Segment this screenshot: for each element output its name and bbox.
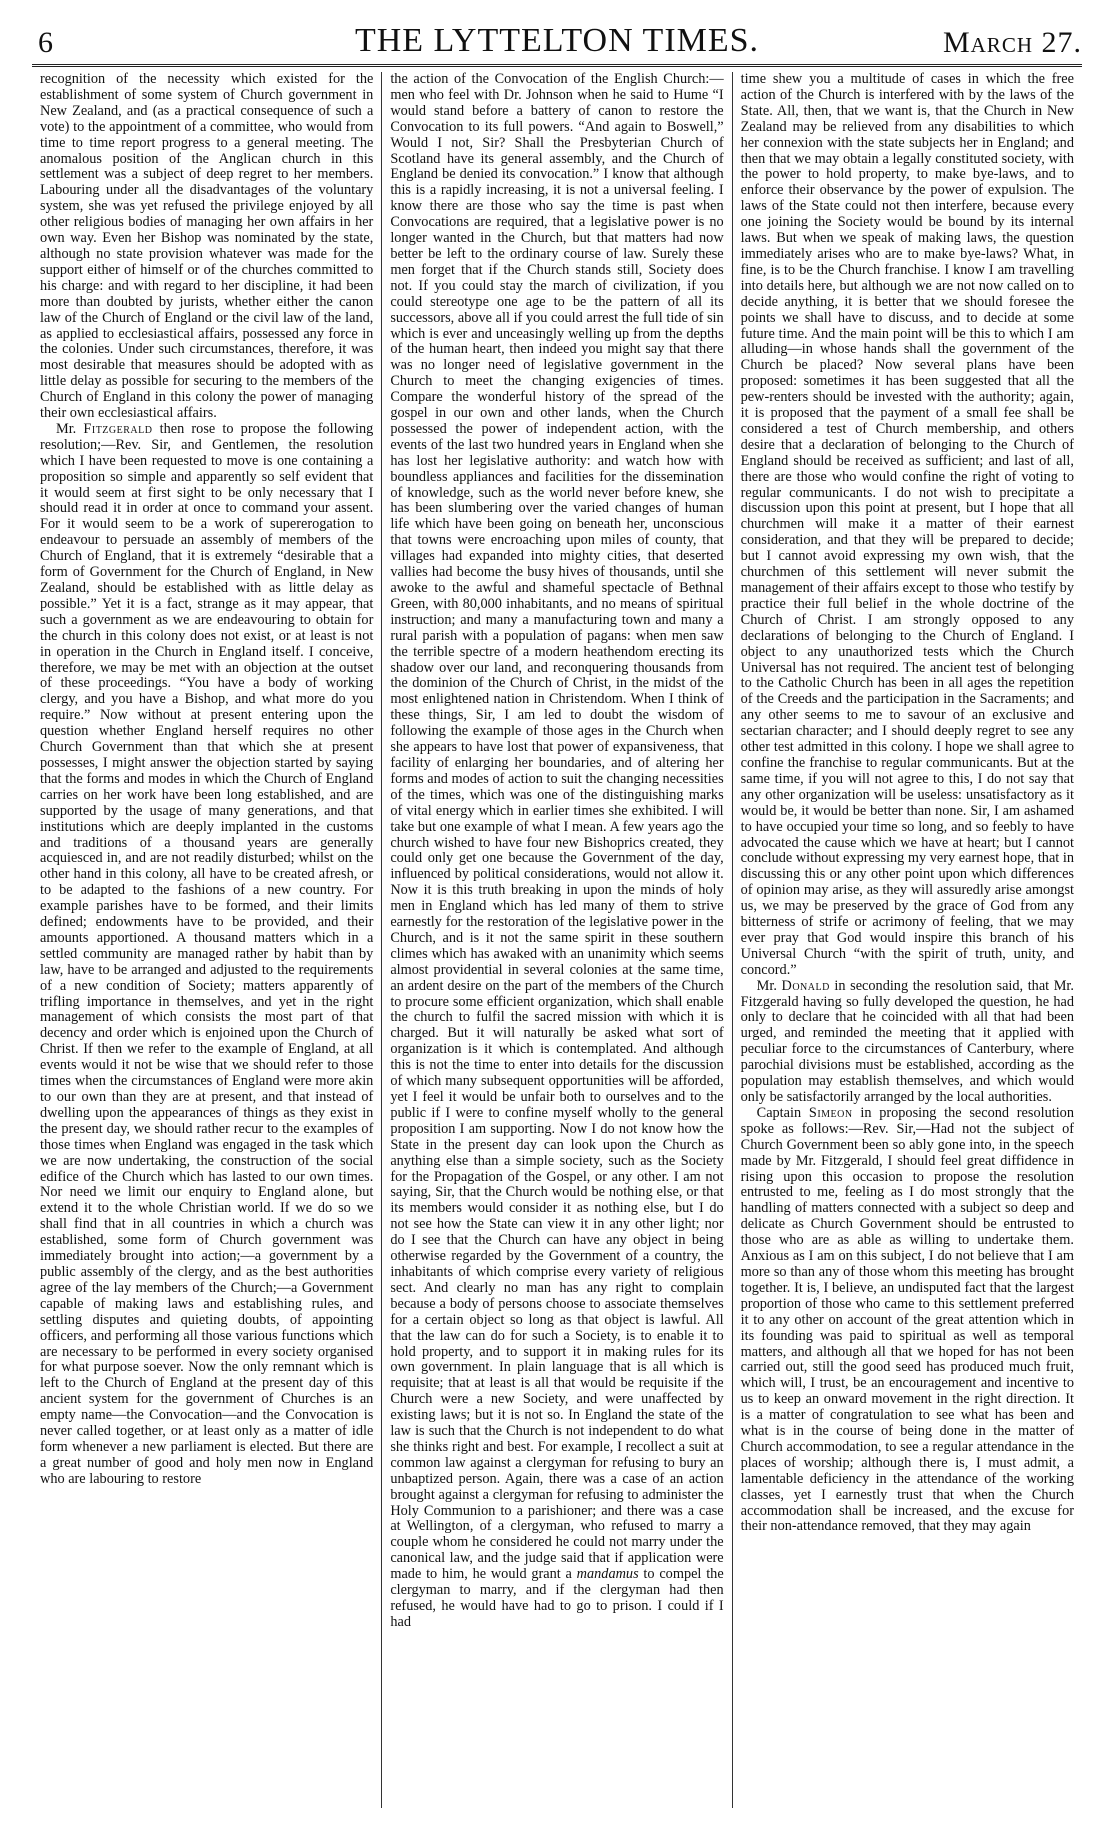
text-run: Mr. (56, 420, 84, 437)
paragraph (390, 72, 723, 1631)
text-run: recognition of the necessity which existed for the establishment of some system of Church government in New Zealand, and (as a practical consequence of such a vote) to the appointment of a committee, who would from time to time report progress to a general meeting. The anomalous position of the Anglican church in this settlement was a subject of deep regret to her members. Labouring under all the disadvantages of the voluntary system, she was yet refused the privilege enjoyed by all other religious bodies of managing her own affairs in her own way. Even her Bishop was nominated by the state, although no state provision whatever was made for the support either of himself or of the churches committed to his charge: and with regard to her discipline, it had been more than doubted by jurists, whether either the canon law of the Church of England or the civil law of the land, as applied to ecclesiastical affairs, possessed any force in the colonies. Under such circumstances, therefore, it was most desirable that measures should be adopted with as little delay as possible for securing to the members of the Church of England in this colony the power of managing their own ecclesiastical affairs. (40, 72, 374, 422)
text-run: in seconding the resolution said, that Mr. Fitzgerald having so fully developed the question, he had only to declare that he coincided with all that had been urged, and reminded the meeting that it applied with peculiar force to the circumstances of Canterbury, where parochial divisions must be established, according as the population may establish themselves, and which would only be satisfactorily arranged by the local authorities. (740, 977, 1074, 1105)
speaker-name: Simeon (808, 1104, 853, 1121)
text-run: then rose to propose the following resolution;—Rev. Sir, and Gentlemen, the resolution which I have been requested to move is one containing a proposition so simple and apparently so self evident that it would seem at first sight to be only necessary that I should read it in order at once to command your assent. For it would seem to be a work of supererogation to endeavour to persuade an assembly of members of the Church of England, that it is extremely “desirable that a form of Government for the Church of England, in New Zealand, should be established with as little delay as possible.” Yet it is a fact, strange as it may appear, that such a government as we are endeavouring to obtain for the church in this colony does not exist, or at least is not in operation in the Church in England itself. I conceive, therefore, we may be met with an objection at the outset of these proceedings. “You have a body of working clergy, and you have a Bishop, and what more do you require.” Now without at present entering upon the question whether England herself requires no other Church Government than that which she at present possesses, I might answer the objection started by saying that the forms and modes in which the Church of England carries on her work have been long established, and are supported by the usage of many generations, and that institutions which are deeply implanted in the customs and traditions of a thousand years are generally acquiesced in, and are not readily disturbed; whilst on the other hand in this colony, all have to be created afresh, or to be adapted to the fashions of a new country. For example parishes have to be formed, and their limits defined; endowments have to be provided, and their amounts apportioned. A thousand matters which in a settled community are managed rather by habit than by law, have to be arranged and adjusted to the requirements of a new condition of Society; matters apparently of trifling importance in themselves, and yet in the right management of which consists the most part of that decency and order which is enjoined upon the Church of Christ. If then we refer to the example of England, at all events would it not be wise that we should refer to those times when the circumstances of England were more akin to our own than they are at present, and that instead of dwelling upon the appearances of things as they exist in the present day, we should rather recur to the examples of those times when England was engaged in the task which we are now undertaking, the construction of the social edifice of the Church which has lasted to our own times. Nor need we limit our enquiry to England alone, but extend it to the whole Christian world. If we do so we shall find that in all countries in which a church was established, some form of Church government was immediately brought into action;—a government by a public assembly of the clergy, and as the best authorities agree of the lay members of the Church;—a Government capable of making laws and establishing rules, and settling disputes and quieting doubts, of appointing officers, and performing all those various functions which are necessary to be performed in every society organised for what purpose soever. Now the only remnant which is left to the Church of England at the present day of this ancient system for the government of Churches is an empty name—the Convocation—and the Convocation is never called together, or at least only as a matter of idle form whenever a new parliament is elected. But there are a great number of good and holy men now in England who are labouring to restore (40, 420, 374, 1487)
paragraph (40, 72, 373, 422)
column-2 (381, 72, 731, 1808)
paragraph (741, 979, 1074, 1106)
newspaper-title: THE LYTTELTON TIMES. (354, 22, 760, 59)
text-run: in proposing the second resolution spoke as follows:—Rev. Sir,—Had not the subject of Church Government been so ably gone into, in the speech made by Mr. Fitzgerald, I should feel great diffidence in rising upon this occasion to propose the resolution entrusted to me, feeling as I do most strongly that the handling of matters connected with a subject so deep and delicate as Church Government should be entrusted to those who are as able as willing to undertake them. Anxious as I am on this subject, I do not believe that I am more so than any of those whom this meeting has brought together. It is, I believe, an undisputed fact that the largest proportion of those who came to this settlement preferred it to any other on account of the great attention which in its founding was paid to spiritual as well as temporal matters, and although all that we hoped for has not been carried out, still the good seed has produced much fruit, which will, I trust, be an encouragement and incentive to us to keep an onward movement in the right direction. It is a matter of congratulation to see what has been and what is in the course of being done in the matter of Church accommodation, to see a regular attendance in the places of worship; although there is, I must admit, a lamentable deficiency in the attendance of the working classes, yet I earnestly trust that when the Church accommodation shall be increased, and the excuse for their non-attendance removed, that they may again (740, 1104, 1074, 1535)
speaker-name: Donald (781, 977, 830, 994)
column-1 (32, 72, 381, 1808)
text-run: Captain (756, 1104, 809, 1121)
masthead (32, 18, 1082, 62)
column-3 (732, 72, 1082, 1808)
paragraph (741, 72, 1074, 979)
page-number: 6 (38, 26, 53, 59)
paragraph (741, 1106, 1074, 1535)
issue-date: March 27. (942, 26, 1082, 59)
text-run: Mr. (756, 977, 782, 994)
text-run: time shew you a multitude of cases in which the free action of the Church is interfered with by the laws of the State. All, then, that we want is, that the Church in New Zealand may be relieved from any disabilities to which her connexion with the state subjects her in England; and then that we may obtain a legally constituted society, with the power to hold property, to make bye-laws, and to enforce their observance by the power of expulsion. The laws of the State could not then interfere, because every one joining the Society would be bound by its internal laws. But when we speak of making laws, the question immediately arises who are to make bye-laws? What, in fine, is to be the Church franchise. I know I am travelling into details here, but although we are not now called on to decide anything, it is better that we should foresee the points we shall have to discuss, and to decide at some future time. And the main point will be this to which I am alluding—in whose hands shall the government of the Church be placed? Now several plans have been proposed: sometimes it has been suggested that all the pew-renters should be invested with the authority; again, it is proposed that the payment of a small fee shall be considered a test of Church membership, and others desire that a declaration of belonging to the Church of England should be received as sufficient; and last of all, there are those who would confine the right of voting to regular communicants. I do not wish to precipitate a discussion upon this point at present, but I hope that all churchmen will make it a matter of their earnest consideration, and that they will be prepared to decide; but I cannot avoid expressing my own wish, that the churchmen of this settlement will never submit the management of their affairs except to those who testify by practice their full belief in the whole doctrine of the Church of Christ. I am strongly opposed to any declarations of belonging to the Church of England. I object to any unauthorized tests which the Church Universal has not required. The ancient test of belonging to the Catholic Church has been in all ages the repetition of the Creeds and the participation in the Sacraments; and any other seems to me to savour of an exclusive and sectarian character; and I should deeply regret to see any other test admitted in this colony. I hope we shall agree to confine the franchise to regular communicants. But at the same time, if you will not agree to this, I do not say that any other organization will be useless: unsatisfactory as it would be, it would be better than none. Sir, I am ashamed to have occupied your time so long, and so feebly to have advocated the cause which we have at heart; but I cannot conclude without expressing my very earnest hope, that in discussing this or any other point upon which differences of opinion may arise, as they will assuredly arise amongst us, we may be preserved by the grace of God from any bitterness of strife or acrimony of feeling, that we may ever pray that God would inspire this branch of his Universal Church “with the spirit of truth, unity, and concord.” (740, 72, 1074, 978)
text-run: the action of the Convocation of the English Church:—men who feel with Dr. Johnson when he said to Hume “I would stand before a battery of canon to restore the Convocation to its full powers. “And again to Boswell,” Would I not, Sir? Shall the Presbyterian Church of Scotland have its general assembly, and the Church of England be denied its convocation.” I know that although this is a rapidly increasing, it is not a universal feeling. I know there are those who say the time is past when Convocations are required, that a legislative power is no longer wanted in the Church, but that matters had now better be left to the ordinary course of law. Surely these men forget that if the Church stands still, Society does not. If you could stay the march of civilization, if you could stereotype one age to be the pattern of all its successors, above all if you could arrest the full tide of sin which is ever and unceasingly welling up from the depths of the human heart, then indeed you might say that there was no longer need of legislative government in the Church to meet the changing exigencies of times. Compare the wonderful history of the spread of the gospel in our own and other lands, when the Church possessed the power of independent action, with the events of the last two hundred years in England when she has lost her legislative authority: and watch how with boundless appliances and facilities for the dissemination of knowledge, such as the world never before knew, she has been slumbering over the varied changes of human life which have been going on beneath her, unconscious that towns were encroaching upon miles of county, that villages had expanded into mighty cities, that deserted vallies had become the busy hives of thousands, until she awoke to the awful and shameful spectacle of Bethnal Green, with 80,000 inhabitants, and no means of spiritual instruction; and many a manufacturing town and many a rural parish with a population of pagans: when men saw the terrible spectre of a modern heathendom erecting its shadow over our land, and reconquering thousands from the dominion of the Church of Christ, in the midst of the most enlightened nation in Christendom. When I think of these things, Sir, I am led to doubt the wisdom of following the example of those ages in the Church when she appears to have lost that power of expansiveness, that facility of enlarging her boundaries, and of altering her forms and modes of action to suit the changing necessities of the times, which was one of the distinguishing marks of vital energy which in earlier times she exhibited. I will take but one example of what I mean. A few years ago the church wished to have four new Bishoprics created, they could only get one because the Government of the day, influenced by political considerations, would not allow it. Now it is this truth breaking in upon the minds of holy men in England which has led many of them to strive earnestly for the restoration of the legislative power in the Church, and is it not the same spirit in these southern climes which has awaked with an unanimity which seems almost providential in several colonies at the same time, an ardent desire on the part of the members of the Church to procure some efficient organization, which shall enable the church to fulfil the sacred mission with which it is charged. But it will naturally be asked what sort of organization is it which is contemplated. And although this is not the time to enter into details for the discussion of which many subsequent opportunities will be afforded, yet I feel it would be unfair both to ourselves and to the public if I were to confine myself wholly to the general proposition I am supporting. Now I do not know how the State in the present day can look upon the Church as anything else than a simple society, such as the Society for the Propagation of the Gospel, or any other. I am not saying, Sir, that the Church would be nothing else, or that its members would consider it as nothing else, but I do not see how the State can view it in any other light; nor do I see that the Church can have any object in being otherwise regarded by the Government of a country, the inhabitants of which comprise every variety of religious sect. And clearly no man has any right to complain because a body of persons choose to associate themselves for a certain object so long as that object is lawful. All that the law can do for such a Society, is to enable it to hold property, and to support it in making rules for its own government. In plain language that is all which is requisite; that at least is all that would be requisite if the Church were a new Society, and were unaffected by existing laws; but it is not so. In England the state of the law is such that the Church is not independent to do what she thinks right and best. For example, I recollect a suit at common law against a clergyman for refusing to bury an unbaptized person. Again, there was a case of an action brought against a clergyman for refusing to administer the Holy Communion to a parishioner; and there was a case at Wellington, of a clergyman, who refused to marry a couple whom he considered he could not marry under the canonical law, and the judge said that if application were made to him, he would grant a (390, 72, 724, 1583)
paragraph (40, 422, 373, 1488)
article-columns (32, 72, 1082, 1808)
speaker-name: Fitzgerald (83, 420, 153, 437)
text-run: to compel the clergyman to marry, and if the clergyman had then refused, he would have had to go to prison. I could if I had (390, 1566, 724, 1630)
masthead-rule (32, 64, 1082, 67)
italic-term: mandamus (576, 1566, 639, 1583)
